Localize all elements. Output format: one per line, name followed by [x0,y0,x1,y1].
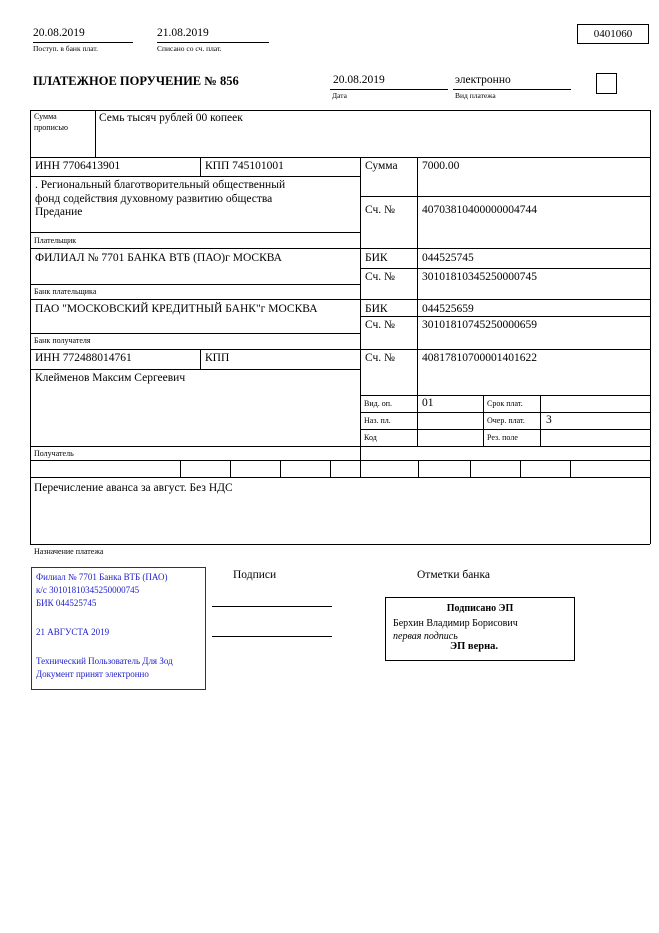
payee-bank-caption: Банк получателя [34,336,91,345]
table-line [360,412,650,413]
payer-name: . Региональный благотворительный общественный фонд содействия духовному развитию общества Предание [35,179,286,218]
stamp-line: 21 АВГУСТА 2019 [36,627,110,637]
table-line [330,460,331,477]
payer-bank-acc-label: Сч. № [365,271,396,283]
stamp-line: Технический Пользователь Для Зод [36,656,173,666]
sum-label: Сумма [365,160,398,172]
signature-line [212,606,332,607]
purpose-caption: Назначение платежа [34,547,104,556]
esign-title: Подписано ЭП [446,603,514,614]
debited-label: Списано со сч. плат. [157,44,222,53]
table-line [30,248,650,249]
payer-bank-name: ФИЛИАЛ № 7701 БАНКА ВТБ (ПАО)г МОСКВА [35,252,282,264]
table-line [360,316,650,317]
table-line [470,460,471,477]
payer-bank-bik-label: БИК [365,252,388,264]
amount-words-label2: прописью [34,123,69,132]
table-line [360,268,650,269]
payer-kpp: КПП 745101001 [205,160,284,172]
table-line [280,460,281,477]
table-line [30,110,31,544]
underline [157,42,269,43]
table-line [360,395,650,396]
doc-date-label: Дата [332,91,347,100]
esign-role: первая подпись [393,631,458,642]
empty-checkbox [596,73,617,94]
payer-inn: ИНН 7706413901 [35,160,121,172]
payee-acc-value: 40817810700001401622 [422,352,537,364]
signature-line [212,636,332,637]
payer-bank-acc-value: 30101810345250000745 [422,271,537,283]
debited-date: 21.08.2019 [157,27,209,39]
table-line [200,349,201,369]
signatures-label: Подписи [233,569,277,581]
bank-marks-label: Отметки банка [417,569,490,581]
amount-words-value: Семь тысяч рублей 00 копеек [99,112,243,124]
bank-stamp [31,567,206,690]
priority-label: Очер. плат. [487,416,525,425]
table-line [483,395,484,446]
payee-name: Клейменов Максим Сергеевич [35,372,186,384]
table-line [30,446,650,447]
table-line [30,333,360,334]
received-label: Поступ. в банк плат. [33,44,98,53]
table-line [30,369,360,370]
table-line [360,429,650,430]
esign-signer: Берхин Владимир Борисович [393,618,518,629]
table-line [180,460,181,477]
table-line [95,110,96,157]
table-line [360,196,650,197]
document-title: ПЛАТЕЖНОЕ ПОРУЧЕНИЕ № 856 [33,74,239,88]
form-code-box: 0401060 [577,24,649,44]
table-line [540,395,541,446]
table-line [30,176,360,177]
stamp-line: БИК 044525745 [36,598,97,608]
table-line [30,349,650,350]
payer-caption: Плательщик [34,236,77,245]
esign-box [385,597,575,661]
purpose-text: Перечисление аванса за август. Без НДС [34,482,233,494]
underline [453,89,571,90]
table-line [520,460,521,477]
sum-value: 7000.00 [422,160,460,172]
table-line [570,460,571,477]
underline [330,89,448,90]
payer-bank-caption: Банк плательщика [34,287,97,296]
priority-value: 3 [546,414,552,426]
table-line [650,110,651,544]
stamp-line: Документ принят электронно [36,669,149,679]
table-line [417,157,418,446]
reserve-label: Рез. поле [487,433,518,442]
payee-bank-bik-value: 044525659 [422,303,474,315]
table-line [30,157,650,158]
stamp-line: к/с 30101810345250000745 [36,585,140,595]
table-line [200,157,201,176]
payee-caption: Получатель [34,449,74,458]
table-line [30,110,650,111]
purpose-code-label: Наз. пл. [364,416,391,425]
received-date: 20.08.2019 [33,27,85,39]
payee-acc-label: Сч. № [365,352,396,364]
table-line [360,157,361,477]
op-type-value: 01 [422,397,434,409]
payee-bank-acc-value: 30101810745250000659 [422,319,537,331]
table-line [30,544,650,545]
table-line [30,460,650,461]
op-type-label: Вид. оп. [364,399,392,408]
amount-words-label: Сумма [34,112,57,121]
code-label: Код [364,433,377,442]
payer-acc-value: 40703810400000004744 [422,204,537,216]
payer-acc-label: Сч. № [365,204,396,216]
table-line [30,284,360,285]
esign-status: ЭП верна. [450,641,499,652]
table-line [30,477,650,478]
table-line [230,460,231,477]
doc-date-value: 20.08.2019 [333,74,385,86]
payment-kind-label: Вид платежа [455,91,496,100]
table-line [30,232,360,233]
payee-bank-name: ПАО "МОСКОВСКИЙ КРЕДИТНЫЙ БАНК"г МОСКВА [35,303,318,315]
payee-bank-bik-label: БИК [365,303,388,315]
due-date-label: Срок плат. [487,399,523,408]
table-line [30,299,650,300]
underline [33,42,133,43]
table-line [418,460,419,477]
payment-kind-value: электронно [455,74,511,86]
payee-inn: ИНН 772488014761 [35,352,132,364]
payer-bank-bik-value: 044525745 [422,252,474,264]
payee-bank-acc-label: Сч. № [365,319,396,331]
stamp-line: Филиал № 7701 Банка ВТБ (ПАО) [36,572,168,582]
payee-kpp: КПП [205,352,230,364]
